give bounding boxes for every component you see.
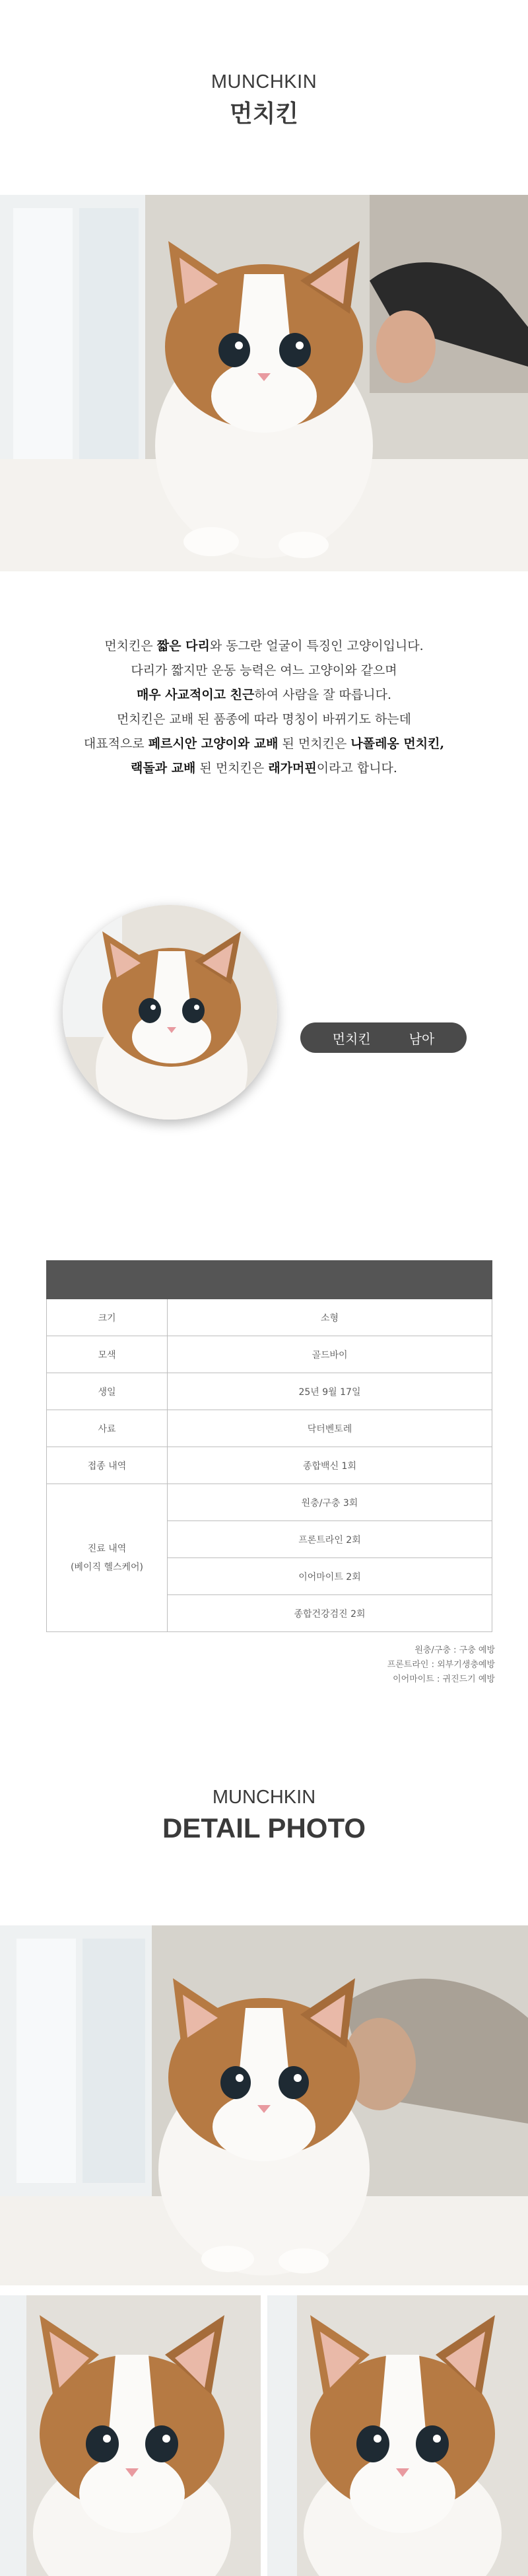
table-value-cell: 25년 9월 17일 — [168, 1373, 492, 1410]
description-line — [0, 756, 528, 781]
table-key-cell: 사료 — [47, 1410, 168, 1447]
sex-badge-label: 남아 — [409, 1030, 435, 1047]
table-header-row — [47, 1261, 492, 1299]
description-emphasis: 페르시안 고양이와 교배 — [148, 736, 279, 751]
description-line — [0, 707, 528, 732]
table-value-cell: 종합백신 1회 — [168, 1447, 492, 1484]
description-text: 이라고 합니다. — [316, 761, 397, 775]
description-emphasis: 랙돌과 교배 — [131, 761, 196, 775]
description-text: 대표적으로 — [83, 736, 148, 751]
care-item-cell: 원충/구충 3회 — [168, 1484, 492, 1521]
care-history-label: 진료 내역 — [87, 1543, 127, 1554]
hero-kitten-photo — [0, 195, 528, 571]
detail-title-big: DETAIL PHOTO — [162, 1812, 366, 1843]
care-notes — [387, 1643, 495, 1687]
table-row — [47, 1410, 492, 1447]
care-note: 이어마이트 : 귀진드기 예방 — [393, 1674, 495, 1684]
table-row — [47, 1447, 492, 1484]
table-key-cell: 모색 — [47, 1336, 168, 1373]
breed-title-en: MUNCHKIN — [211, 71, 317, 92]
table-row — [47, 1484, 492, 1521]
table-key-cell: 크기 — [47, 1299, 168, 1336]
table-row — [47, 1299, 492, 1336]
kitten-info-table — [46, 1260, 492, 1632]
care-note: 원충/구충 : 구충 예방 — [414, 1645, 495, 1655]
table-header-cell — [168, 1261, 492, 1299]
detail-kitten-photo-left — [0, 2295, 261, 2576]
table-key-cell: 접종 내역 — [47, 1447, 168, 1484]
description-line — [0, 683, 528, 707]
description-line — [0, 732, 528, 756]
table-value-cell: 골드바이 — [168, 1336, 492, 1373]
description-emphasis: 래가머핀 — [268, 761, 317, 775]
page-header — [0, 0, 528, 195]
breed-title-ko: 먼치킨 — [229, 100, 299, 127]
detail-title-en: MUNCHKIN — [212, 1787, 316, 1808]
description-line — [0, 634, 528, 659]
description-text: 다리가 짧지만 운동 능력은 여느 고양이와 같으며 — [131, 663, 397, 678]
description-text: 먼치킨은 — [104, 639, 157, 653]
breed-description — [0, 634, 528, 781]
description-emphasis: 나폴레옹 먼치킨, — [350, 736, 445, 751]
description-line — [0, 659, 528, 683]
description-emphasis: 매우 사교적이고 친근 — [136, 688, 255, 702]
care-history-label-cell — [47, 1484, 168, 1632]
description-text: 와 동그란 얼굴이 특징인 고양이입니다. — [209, 639, 424, 653]
care-note: 프론트라인 : 외부기생충예방 — [387, 1660, 495, 1670]
profile-kitten-photo — [63, 905, 277, 1120]
breed-badge-label: 먼치킨 — [332, 1030, 371, 1047]
description-text: 된 먼치킨은 — [195, 761, 269, 775]
table-row — [47, 1373, 492, 1410]
care-item-cell: 프론트라인 2회 — [168, 1521, 492, 1558]
description-emphasis: 짧은 다리 — [156, 639, 210, 653]
care-history-sublabel: (베이직 헬스케어) — [70, 1561, 144, 1573]
description-text: 먼치킨은 교배 된 품종에 따라 명칭이 바뀌기도 하는데 — [116, 712, 412, 727]
description-text: 하여 사람을 잘 따릅니다. — [254, 688, 392, 702]
table-value-cell: 닥터벤토레 — [168, 1410, 492, 1447]
table-row — [47, 1336, 492, 1373]
breed-sex-badge — [300, 1022, 467, 1053]
detail-kitten-photo-large — [0, 1925, 528, 2285]
care-item-cell: 이어마이트 2회 — [168, 1558, 492, 1595]
table-key-cell: 생일 — [47, 1373, 168, 1410]
description-text: 된 먼치킨은 — [278, 736, 351, 751]
table-value-cell: 소형 — [168, 1299, 492, 1336]
detail-kitten-photo-right — [267, 2295, 528, 2576]
table-header-cell — [47, 1261, 168, 1299]
detail-photo-heading — [0, 1787, 528, 1844]
care-item-cell: 종합건강검진 2회 — [168, 1595, 492, 1632]
